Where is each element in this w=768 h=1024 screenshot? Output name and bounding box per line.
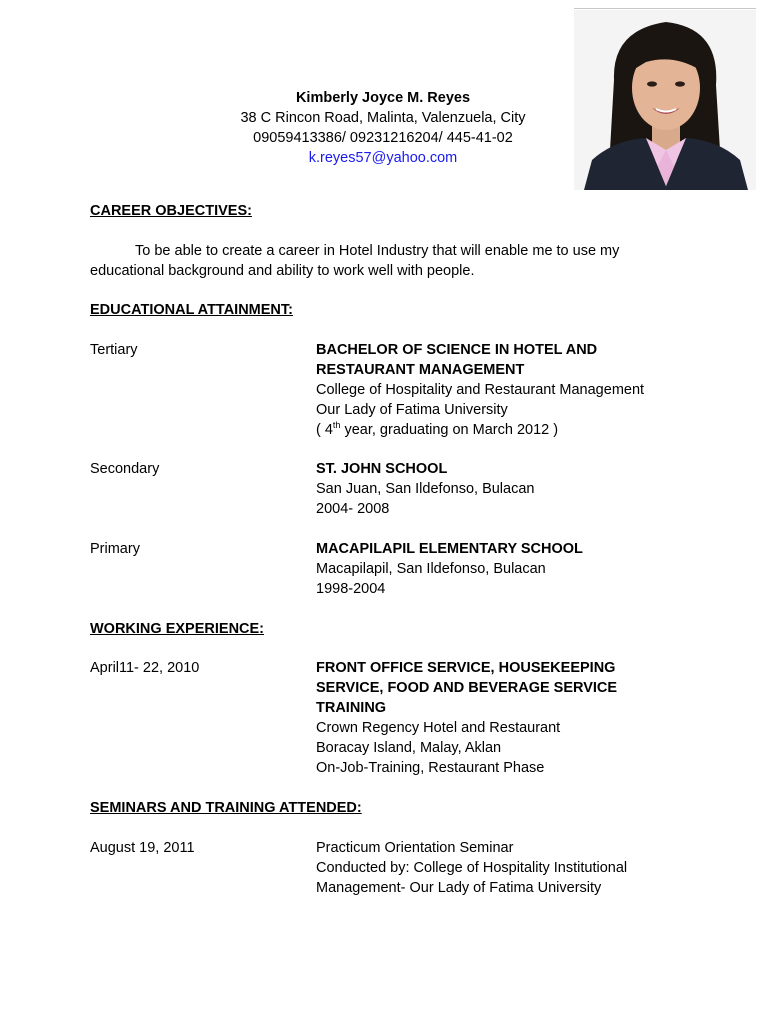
top-rule (574, 8, 756, 9)
degree-line1: BACHELOR OF SCIENCE IN HOTEL AND (316, 342, 598, 358)
degree-line2: RESTAURANT MANAGEMENT (316, 362, 525, 378)
educational-attainment-heading: EDUCATIONAL ATTAINMENT: (90, 302, 293, 318)
work-title-line2: SERVICE, FOOD AND BEVERAGE SERVICE (316, 680, 618, 696)
work-company: Crown Regency Hotel and Restaurant (316, 720, 561, 736)
tertiary-college: College of Hospitality and Restaurant Management (316, 382, 645, 398)
year-suffix: year, graduating on March 2012 ) (340, 422, 559, 438)
secondary-details (316, 459, 666, 519)
primary-details (316, 539, 666, 599)
work-title-line1: FRONT OFFICE SERVICE, HOUSEKEEPING (316, 660, 616, 676)
work-details (316, 658, 666, 778)
work-date: April11- 22, 2010 (90, 660, 200, 676)
address: 38 C Rincon Road, Malinta, Valenzuela, City (240, 110, 526, 126)
career-objective-text (90, 241, 670, 281)
primary-address: Macapilapil, San Ildefonso, Bulacan (316, 561, 546, 577)
year-superscript: th (332, 420, 341, 430)
email-link[interactable]: k.reyes57@yahoo.com (308, 150, 458, 166)
work-location: Boracay Island, Malay, Aklan (316, 740, 502, 756)
tertiary-school: Our Lady of Fatima University (316, 402, 508, 418)
year-prefix: ( 4 (316, 422, 333, 438)
contact-header (90, 88, 676, 168)
tertiary-label: Tertiary (90, 342, 138, 358)
working-experience-heading: WORKING EXPERIENCE: (90, 621, 265, 637)
secondary-years: 2004- 2008 (316, 501, 390, 517)
career-objective-line1: To be able to create a career in Hotel Industry that will enable me to use my (135, 243, 620, 259)
work-title-line3: TRAINING (316, 700, 387, 716)
seminars-heading: SEMINARS AND TRAINING ATTENDED: (90, 800, 362, 816)
primary-label: Primary (90, 541, 140, 557)
work-phase: On-Job-Training, Restaurant Phase (316, 760, 545, 776)
secondary-school: ST. JOHN SCHOOL (316, 461, 448, 477)
secondary-address: San Juan, San Ildefonso, Bulacan (316, 481, 535, 497)
seminar-conducted-line2: Management- Our Lady of Fatima University (316, 880, 602, 896)
career-objective-line2: educational background and ability to work well with people. (90, 263, 475, 279)
seminar-conducted-line1: Conducted by: College of Hospitality Institutional (316, 860, 628, 876)
primary-school: MACAPILAPIL ELEMENTARY SCHOOL (316, 541, 583, 557)
tertiary-details (316, 340, 666, 440)
career-objectives-heading: CAREER OBJECTIVES: (90, 203, 252, 219)
secondary-label: Secondary (90, 461, 160, 477)
seminar-name: Practicum Orientation Seminar (316, 840, 514, 856)
seminar-details (316, 838, 666, 898)
applicant-name: Kimberly Joyce M. Reyes (295, 90, 471, 106)
phone-numbers: 09059413386/ 09231216204/ 445-41-02 (253, 130, 513, 146)
seminar-date: August 19, 2011 (90, 840, 195, 856)
primary-years: 1998-2004 (316, 581, 386, 597)
tertiary-year (316, 420, 666, 440)
